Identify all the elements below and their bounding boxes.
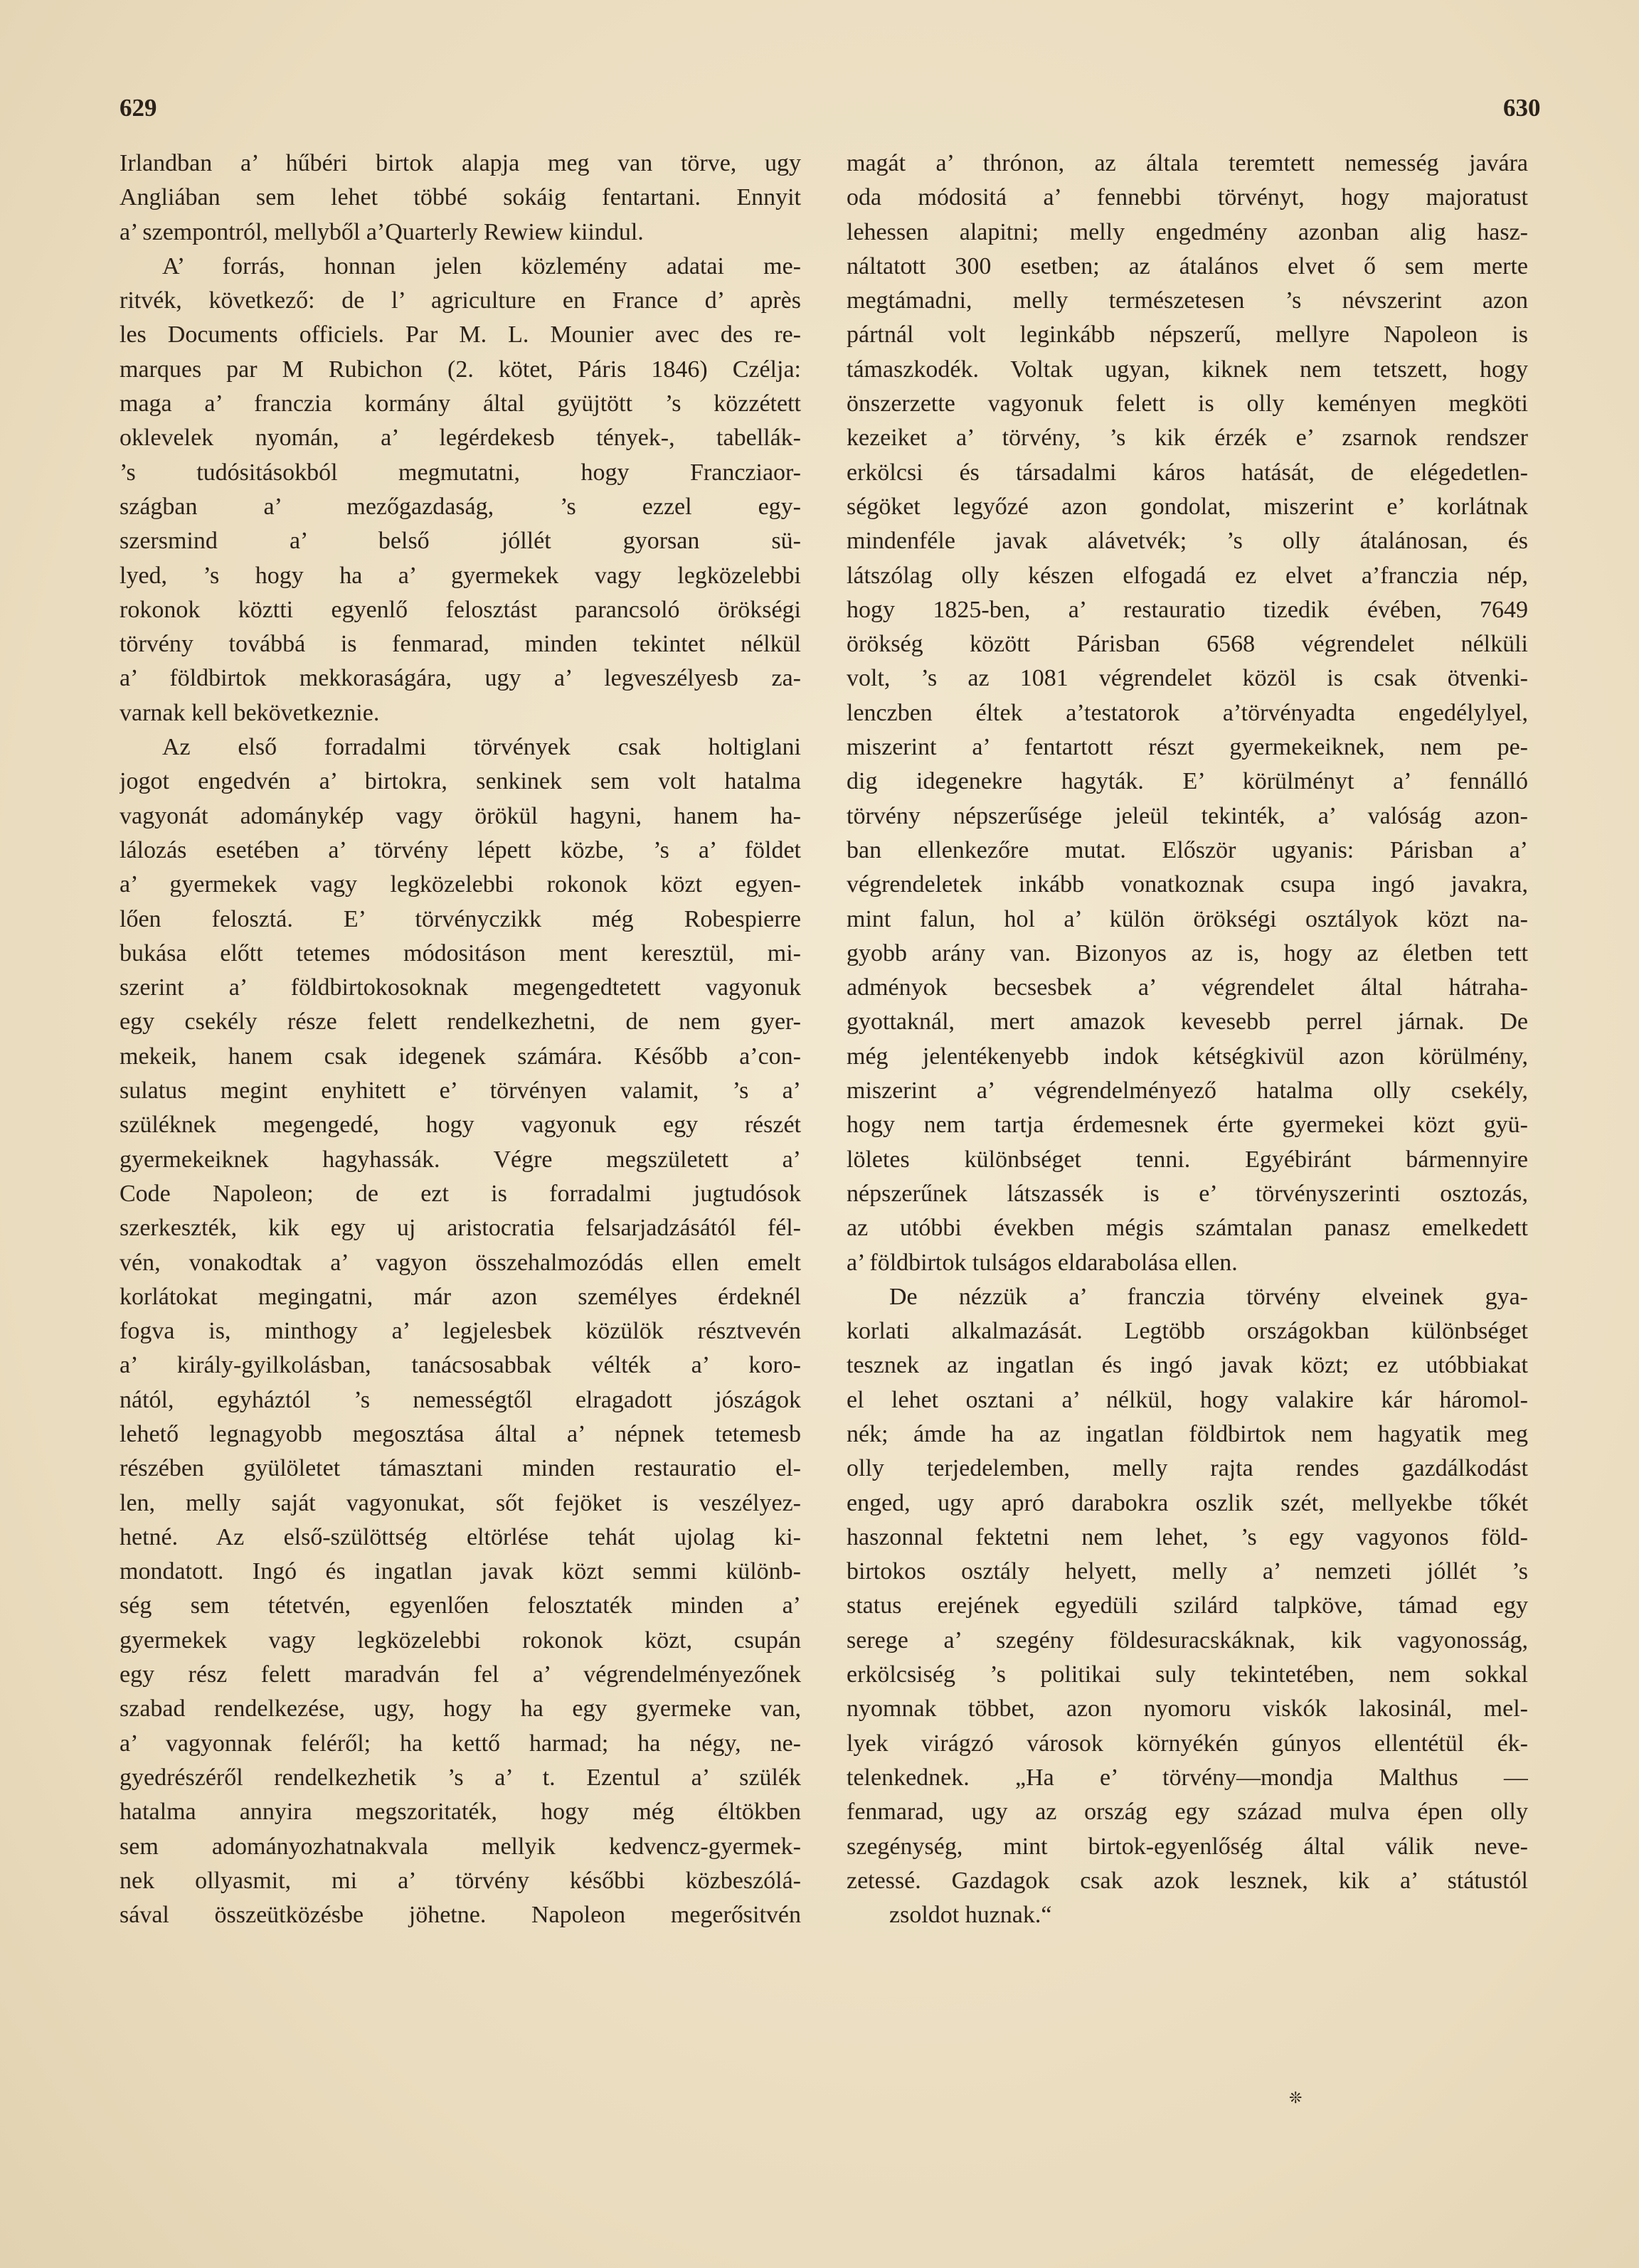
text-line: erkölcsiség ’s politikai suly tekintetében, nem sokkal — [847, 1661, 1528, 1688]
text-line: A’ forrás, honnan jelen közlemény adatai me- — [162, 252, 801, 279]
text-line: még jelentékenyebb indok kétségkivül azon körülmény, — [847, 1043, 1528, 1070]
text-line: szerkeszték, kik egy uj aristocratia felsarjadzásától fél- — [120, 1215, 801, 1242]
text-line: szerint a’ földbirtokosoknak megengedtetett vagyonuk — [120, 974, 801, 1001]
text-line: Az első forradalmi törvények csak holtiglani — [162, 734, 801, 761]
text-line: Angliában sem lehet többé sokáig fentartani. Ennyit — [120, 184, 801, 211]
right-text-column — [847, 147, 1528, 1932]
left-text-column — [120, 147, 801, 1932]
text-line: örökség között Párisban 6568 végrendelet nélküli — [847, 631, 1528, 658]
text-line: bukása előtt tetemes módositáson ment keresztül, mi- — [120, 939, 801, 967]
text-line: enged, ugy apró darabokra oszlik szét, mellyekbe tőkét — [847, 1489, 1528, 1516]
text-line: hogy 1825-ben, a’ restauratio tizedik évében, 7649 — [847, 596, 1528, 623]
text-line: maga a’ franczia kormány által gyüjtött ’s közzétett — [120, 390, 801, 417]
text-line: az utóbbi években mégis számtalan panasz emelkedett — [847, 1215, 1528, 1242]
page-number-right: 630 — [1503, 94, 1541, 122]
text-line: mint falun, hol a’ külön örökségi osztályok közt na- — [847, 905, 1528, 932]
text-line: vén, vonakodtak a’ vagyon összehalmozódás ellen emelt — [120, 1249, 801, 1276]
text-line: szersmind a’ belső jóllét gyorsan sü- — [120, 528, 801, 555]
text-line: hatalma annyira megszoritaték, hogy még éltökben — [120, 1799, 801, 1826]
page-number-left: 629 — [120, 94, 157, 122]
text-line: dig idegenekre hagyták. E’ körülményt a’ fennálló — [847, 768, 1528, 795]
text-line: lyed, ’s hogy ha a’ gyermekek vagy legközelebbi — [120, 562, 801, 589]
text-line: zsoldot huznak.“ — [889, 1902, 1052, 1929]
text-line: gyedrészéről rendelkezhetik ’s a’ t. Ezentul a’ szülék — [120, 1764, 801, 1791]
text-line: népszerűnek látszassék is e’ törvényszerinti osztozás, — [847, 1180, 1528, 1207]
text-line: Irlandban a’ hűbéri birtok alapja meg van törve, ugy — [120, 150, 801, 176]
text-line: lenczben éltek a’testatorok a’törvényadta engedélylyel, — [847, 699, 1528, 726]
text-line: haszonnal fektetni nem lehet, ’s egy vagyonos föld- — [847, 1523, 1528, 1550]
text-line: telenkednek. „Ha e’ törvény—mondja Malthus — — [847, 1764, 1528, 1791]
text-line: oklevelek nyomán, a’ legérdekesb tények-, tabellák- — [120, 425, 801, 452]
text-line: törvény továbbá is fenmarad, minden tekintet nélkül — [120, 631, 801, 658]
text-line: rokonok köztti egyenlő felosztást parancsoló örökségi — [120, 596, 801, 623]
text-line: zetessé. Gazdagok csak azok lesznek, kik a’ státustól — [847, 1867, 1528, 1894]
text-line: sával összeütközésbe jöhetne. Napoleon megerősitvén — [120, 1902, 801, 1929]
text-line: ritvék, következő: de l’ agriculture en France d’ après — [120, 287, 801, 314]
text-line: De nézzük a’ franczia törvény elveinek gya- — [889, 1283, 1528, 1310]
text-line: egy csekély része felett rendelkezhetni, de nem gyer- — [120, 1008, 801, 1035]
text-line: el lehet osztani a’ nélkül, hogy valakire kár háromol- — [847, 1386, 1528, 1413]
text-line: fogva is, minthogy a’ legjelesbek közülök résztvevén — [120, 1318, 801, 1345]
text-line: sulatus megint enyhitett e’ törvényen valamit, ’s a’ — [120, 1077, 801, 1104]
text-line: hetné. Az első-szülöttség eltörlése tehát ujolag ki- — [120, 1523, 801, 1550]
text-line: olly terjedelemben, melly rajta rendes gazdálkodást — [847, 1455, 1528, 1482]
text-line: nától, egyháztól ’s nemességtől elragadott jószágok — [120, 1386, 801, 1413]
text-line: ban ellenkezőre mutat. Először ugyanis: Párisban a’ — [847, 836, 1528, 863]
text-line: marques par M Rubichon (2. kötet, Páris 1846) Czélja: — [120, 356, 801, 383]
text-line: támaszkodék. Voltak ugyan, kiknek nem tetszett, hogy — [847, 356, 1528, 383]
text-line: lehessen alapitni; melly engedmény azonban alig hasz- — [847, 218, 1528, 245]
text-line: lehető legnagyobb megosztása által a’ népnek tetemesb — [120, 1420, 801, 1447]
text-line: erkölcsi és társadalmi káros hatását, de elégedetlen- — [847, 459, 1528, 486]
text-line: szabad rendelkezése, ugy, hogy ha egy gyermeke van, — [120, 1695, 801, 1723]
text-line: a’ vagyonnak feléről; ha kettő harmad; ha négy, ne- — [120, 1730, 801, 1757]
text-line: nek ollyasmit, mi a’ törvény későbbi közbeszólá- — [120, 1867, 801, 1894]
text-line: volt, ’s az 1081 végrendelet közöl is csak ötvenki- — [847, 665, 1528, 692]
text-line: kezeiket a’ törvény, ’s kik érzék e’ zsarnok rendszer — [847, 425, 1528, 452]
text-line: lyek virágzó városok környékén gúnyos ellentétül ék- — [847, 1730, 1528, 1757]
text-line: a’ szempontról, mellyből a’Quarterly Rewiew kiindul. — [120, 218, 644, 245]
text-line: fenmarad, ugy az ország egy század mulva épen olly — [847, 1799, 1528, 1826]
text-line: miszerint a’ végrendelményező hatalma olly csekély, — [847, 1077, 1528, 1104]
text-line: vagyonát adománykép vagy örökül hagyni, hanem ha- — [120, 802, 801, 829]
text-line: magát a’ thrónon, az általa teremtett nemesség javára — [847, 150, 1528, 176]
text-line: Code Napoleon; de ezt is forradalmi jugtudósok — [120, 1180, 801, 1207]
text-line: status erejének egyedüli szilárd talpköve, támad egy — [847, 1592, 1528, 1619]
text-line: gyobb arány van. Bizonyos az is, hogy az életben tett — [847, 939, 1528, 967]
text-line: megtámadni, melly természetesen ’s névszerint azon — [847, 287, 1528, 314]
text-line: önszerzette vagyonuk felett is olly keményen megköti — [847, 390, 1528, 417]
text-line: mekeik, hanem csak idegenek számára. Később a’con- — [120, 1043, 801, 1070]
text-line: részében gyülöletet támasztani minden restauratio el- — [120, 1455, 801, 1482]
text-line: nék; ámde ha az ingatlan földbirtok nem hagyatik meg — [847, 1420, 1528, 1447]
text-line: ségöket legyőzé azon gondolat, miszerint e’ korlátnak — [847, 493, 1528, 520]
text-line: szüléknek megengedé, hogy vagyonuk egy részét — [120, 1112, 801, 1139]
text-line: nyomnak többet, azon nyomoru viskók lakosinál, mel- — [847, 1695, 1528, 1723]
text-line: a’ földbirtok tulságos eldarabolása ellen. — [847, 1249, 1238, 1276]
text-line: gyermekeiknek hagyhassák. Végre megszületett a’ — [120, 1146, 801, 1173]
text-line: jogot engedvén a’ birtokra, senkinek sem volt hatalma — [120, 768, 801, 795]
text-line: egy rész felett maradván fel a’ végrendelményezőnek — [120, 1661, 801, 1688]
text-line: lően felosztá. E’ törvényczikk még Robespierre — [120, 905, 801, 932]
text-line: les Documents officiels. Par M. L. Mounier avec des re- — [120, 321, 801, 348]
text-line: hogy nem tartja érdemesnek érte gyermekei közt gyü- — [847, 1112, 1528, 1139]
text-line: ség sem tétetvén, egyenlően felosztaték minden a’ — [120, 1592, 801, 1619]
text-line: miszerint a’ fentartott részt gyermekeiknek, nem pe- — [847, 734, 1528, 761]
text-line: szágban a’ mezőgazdaság, ’s ezzel egy- — [120, 493, 801, 520]
text-line: náltatott 300 esetben; az átalános elvet ő sem merte — [847, 252, 1528, 279]
text-line: a’ földbirtok mekkoraságára, ugy a’ legveszélyesb za- — [120, 665, 801, 692]
text-line: birtokos osztály helyett, melly a’ nemzeti jóllét ’s — [847, 1558, 1528, 1585]
text-line: tesznek az ingatlan és ingó javak közt; ez utóbbiakat — [847, 1352, 1528, 1379]
text-line: adményok becsesbek a’ végrendelet által hátraha- — [847, 974, 1528, 1001]
text-line: varnak kell bekövetkeznie. — [120, 699, 380, 726]
text-line: ’s tudósitásokból megmutatni, hogy Francziaor- — [120, 459, 801, 486]
text-line: len, melly saját vagyonukat, sőt fejöket is veszélyez- — [120, 1489, 801, 1516]
text-line: sem adományozhatnakvala mellyik kedvencz-gyermek- — [120, 1833, 801, 1860]
text-line: pártnál volt leginkább népszerű, mellyre Napoleon is — [847, 321, 1528, 348]
text-line: mondatott. Ingó és ingatlan javak közt semmi különb- — [120, 1558, 801, 1585]
text-line: löletes különbséget tenni. Egyébiránt bármennyire — [847, 1146, 1528, 1173]
text-line: gyottaknál, mert amazok kevesebb perrel járnak. De — [847, 1008, 1528, 1035]
text-line: végrendeletek inkább vonatkoznak csupa ingó javakra, — [847, 871, 1528, 898]
text-line: korlátokat megingatni, már azon személyes érdeknél — [120, 1283, 801, 1310]
text-line: a’ gyermekek vagy legközelebbi rokonok közt egyen- — [120, 871, 801, 898]
text-line: oda módositá a’ fennebbi törvényt, hogy majoratust — [847, 184, 1528, 211]
text-line: korlati alkalmazását. Legtöbb országokban különbséget — [847, 1318, 1528, 1345]
text-line: mindenféle javak alávetvék; ’s olly átalánosan, és — [847, 528, 1528, 555]
text-line: gyermekek vagy legközelebbi rokonok közt, csupán — [120, 1627, 801, 1654]
ornament-mark: ❊ — [1289, 2089, 1303, 2107]
text-line: a’ király-gyilkolásban, tanácsosabbak vélték a’ koro- — [120, 1352, 801, 1379]
text-line: törvény népszerűsége jeleül tekinték, a’ valóság azon- — [847, 802, 1528, 829]
text-line: serege a’ szegény földesuracskáknak, kik vagyonosság, — [847, 1627, 1528, 1654]
text-line: látszólag olly készen elfogadá ez elvet a’franczia nép, — [847, 562, 1528, 589]
text-line: lálozás esetében a’ törvény lépett közbe, ’s a’ földet — [120, 836, 801, 863]
text-line: szegénység, mint birtok-egyenlőség által válik neve- — [847, 1833, 1528, 1860]
